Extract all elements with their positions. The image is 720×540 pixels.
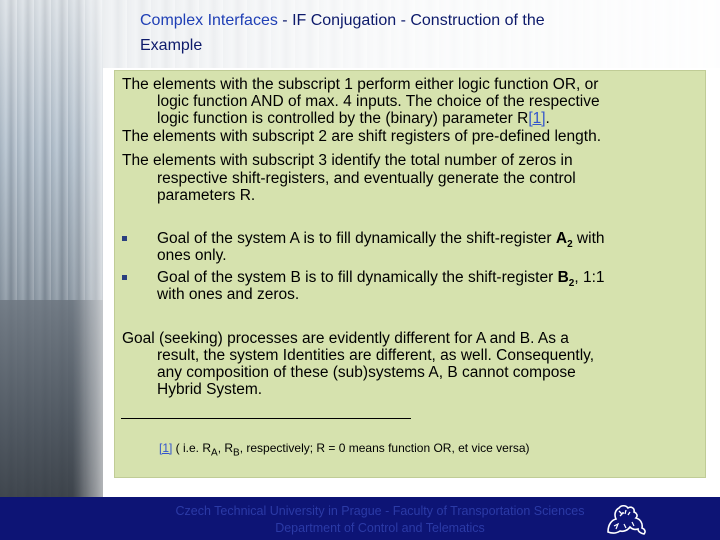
bullet-square-icon <box>122 275 127 280</box>
p1-line3: logic function is controlled by the (binary) parameter R[1]. <box>157 110 550 127</box>
p4-line2: result, the system Identities are different, as well. Consequently, <box>157 347 595 364</box>
slide-title <box>140 8 700 58</box>
bullet-square-icon <box>122 236 127 241</box>
footnote: [1] ( i.e. $R_A$, $R_B$, respectively; R = 0 means function OR, et vice versa) <box>159 441 530 459</box>
p4-line1: Goal (seeking) processes are evidently different for A and B. As a <box>122 330 569 347</box>
title-rest: - IF Conjugation - Construction of the <box>277 12 545 29</box>
footer-line2: Department of Control and Telematics <box>275 521 485 535</box>
p4-line3: any composition of these (sub)systems A, B cannot compose <box>157 364 576 381</box>
p3-line1: The elements with subscript 3 identify the total number of zeros in <box>122 152 573 169</box>
bullet1-line1: Goal of the system A is to fill dynamically the shift-register $A_2$ with <box>157 230 605 251</box>
p3-line2: respective shift-registers, and eventually generate the control <box>157 170 576 187</box>
side-photo-fade <box>73 0 103 497</box>
footnote-separator <box>121 418 411 419</box>
footer-line1: Czech Technical University in Prague - Faculty of Transportation Sciences <box>175 504 585 518</box>
footnote-ref-link[interactable]: [1] <box>159 441 173 455</box>
bullet2-line1: Goal of the system B is to fill dynamically the shift-register $B_2$, 1:1 <box>157 269 605 290</box>
bullet1-line2: ones only. <box>157 247 227 264</box>
p2-line1: The elements with subscript 2 are shift registers of pre-defined length. <box>122 128 602 145</box>
footnote-link-1[interactable]: [1] <box>528 110 546 127</box>
title-prefix: Complex Interfaces <box>140 12 278 29</box>
p1-line2: logic function AND of max. 4 inputs. The choice of the respective <box>157 93 600 110</box>
p1-line1: The elements with the subscript 1 perform either logic function OR, or <box>122 76 599 93</box>
p4-line4: Hybrid System. <box>157 381 263 398</box>
lion-emblem-icon <box>602 502 650 536</box>
side-photo-strip <box>0 0 103 497</box>
title-line2: Example <box>140 37 203 54</box>
p3-line3: parameters R. <box>157 187 256 204</box>
bullet2-line2: with ones and zeros. <box>157 286 300 303</box>
